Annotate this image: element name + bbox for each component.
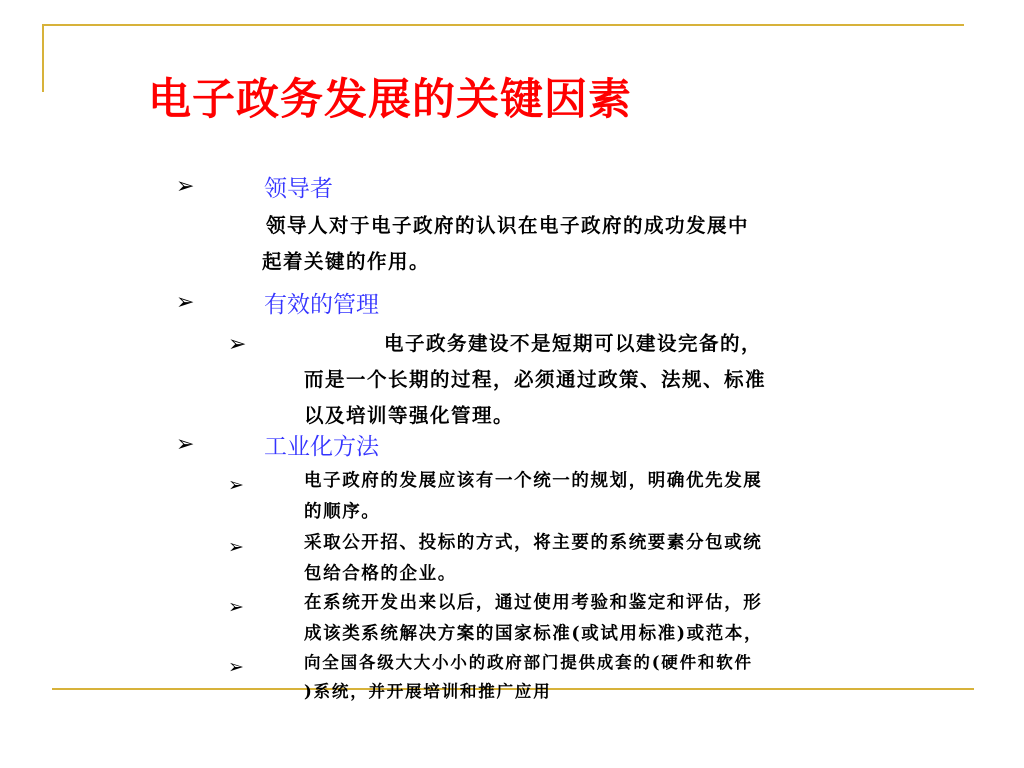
text-line: 包给合格的企业。: [304, 564, 457, 584]
industrial-item-4: [304, 648, 753, 706]
top-decorative-rule: [42, 24, 964, 26]
arrowhead-bullet-icon: ➢: [176, 432, 195, 457]
section-heading-leader: 领导者: [264, 176, 333, 202]
text-line: 起着关键的作用。: [262, 250, 431, 273]
text-line: 的顺序。: [304, 502, 381, 522]
text-line: 电子政务建设不是短期可以建设完备的，: [384, 332, 763, 355]
text-line: 成该类系统解决方案的国家标准(或试用标准)或范本，: [304, 624, 764, 644]
arrowhead-bullet-icon: ➢: [228, 474, 244, 496]
text-line: 而是一个长期的过程，必须通过政策、法规、标准: [304, 368, 767, 391]
industrial-item-1: [304, 466, 762, 528]
text-line: 领导人对于电子政府的认识在电子政府的成功发展中: [266, 214, 750, 237]
text-line: )系统，并开展培训和推广应用: [304, 682, 552, 701]
industrial-item-2: [304, 528, 762, 590]
text-line: 在系统开发出来以后，通过使用考验和鉴定和评估，形: [304, 593, 763, 613]
text-line: 向全国各级大大小小的政府部门提供成套的(硬件和软件: [304, 653, 753, 672]
industrial-item-3: [304, 588, 763, 650]
arrowhead-bullet-icon: ➢: [176, 290, 195, 315]
arrowhead-bullet-icon: ➢: [228, 656, 244, 678]
section-leader-text: [262, 208, 749, 280]
text-line: 采取公开招、投标的方式，将主要的系统要素分包或统: [304, 533, 763, 553]
section-heading-industrial: 工业化方法: [264, 434, 379, 460]
arrowhead-bullet-icon: ➢: [176, 174, 195, 199]
arrowhead-bullet-icon: ➢: [228, 596, 244, 618]
section-management-text: [304, 326, 766, 434]
text-line: 以及培训等强化管理。: [304, 404, 515, 427]
arrowhead-bullet-icon: ➢: [228, 332, 247, 357]
arrowhead-bullet-icon: ➢: [228, 536, 244, 558]
left-decorative-rule: [42, 24, 44, 92]
text-line: 电子政府的发展应该有一个统一的规划，明确优先发展: [304, 471, 763, 491]
slide-title: 电子政务发展的关键因素: [148, 75, 632, 125]
section-heading-management: 有效的管理: [264, 292, 379, 318]
